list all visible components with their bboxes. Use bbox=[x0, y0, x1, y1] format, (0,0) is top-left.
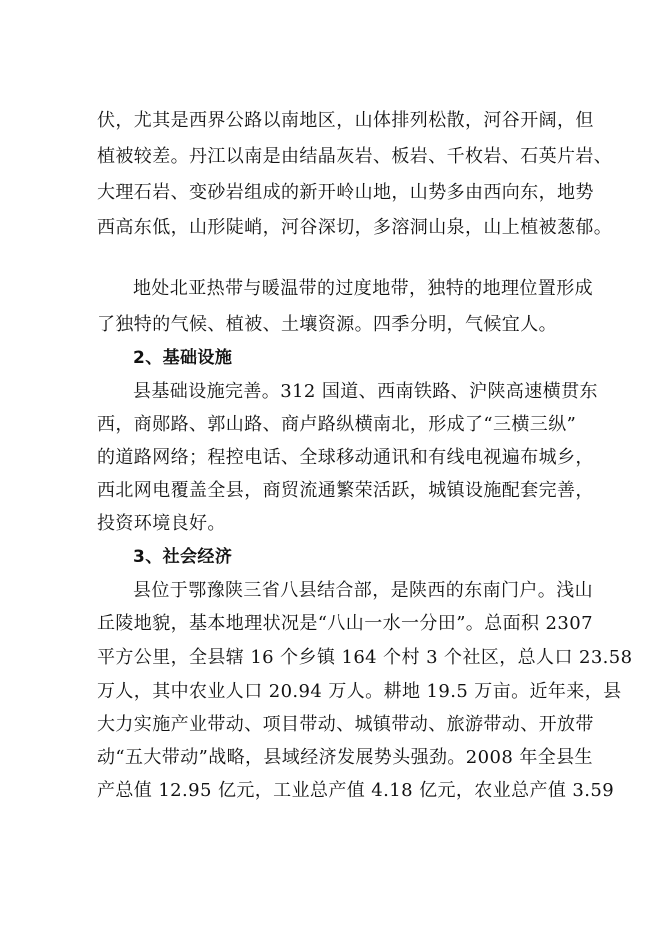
section-heading: 2、基础设施 bbox=[133, 348, 233, 368]
paragraph-line: 平方公里，全县辖 16 个乡镇 164 个村 3 个社区，总人口 23.58 bbox=[97, 647, 633, 668]
paragraph-line: 投资环境良好。 bbox=[97, 513, 226, 534]
paragraph-line: 伏，尤其是西界公路以南地区，山体排列松散，河谷开阔，但 bbox=[97, 110, 594, 131]
paragraph-line: 大力实施产业带动、项目带动、城镇带动、旅游带动、开放带 bbox=[97, 714, 594, 735]
paragraph-line: 丘陵地貌，基本地理状况是“八山一水一分田”。总面积 2307 bbox=[97, 613, 593, 634]
paragraph-line: 县位于鄂豫陕三省八县结合部，是陕西的东南门户。浅山 bbox=[133, 580, 593, 601]
paragraph-line: 动“五大带动”战略，县域经济发展势头强劲。2008 年全县生 bbox=[97, 747, 593, 768]
paragraph-line: 植被较差。丹江以南是由结晶灰岩、板岩、千枚岩、石英片岩、 bbox=[97, 146, 613, 167]
paragraph-line: 万人，其中农业人口 20.94 万人。耕地 19.5 万亩。近年来，县 bbox=[97, 681, 622, 702]
paragraph-line: 的道路网络；程控电话、全球移动通讯和有线电视遍布城乡， bbox=[97, 447, 594, 468]
paragraph-line: 县基础设施完善。312 国道、西南铁路、沪陕高速横贯东 bbox=[133, 381, 598, 402]
paragraph-line: 产总值 12.95 亿元，工业总产值 4.18 亿元，农业总产值 3.59 bbox=[97, 780, 615, 801]
section-heading: 3、社会经济 bbox=[133, 547, 233, 567]
paragraph-line: 大理石岩、变砂岩组成的新开岭山地，山势多由西向东，地势 bbox=[97, 182, 594, 203]
paragraph-line: 西高东低，山形陡峭，河谷深切，多溶洞山泉，山上植被葱郁。 bbox=[97, 217, 613, 238]
paragraph-line: 西，商郧路、郭山路、商卢路纵横南北，形成了“三横三纵” bbox=[97, 414, 577, 435]
paragraph-line: 地处北亚热带与暖温带的过度地带，独特的地理位置形成 bbox=[133, 278, 593, 299]
paragraph-line: 了独特的气候、植被、土壤资源。四季分明，气候宜人。 bbox=[97, 314, 557, 335]
paragraph-line: 西北网电覆盖全县，商贸流通繁荣活跃，城镇设施配套完善， bbox=[97, 480, 594, 501]
